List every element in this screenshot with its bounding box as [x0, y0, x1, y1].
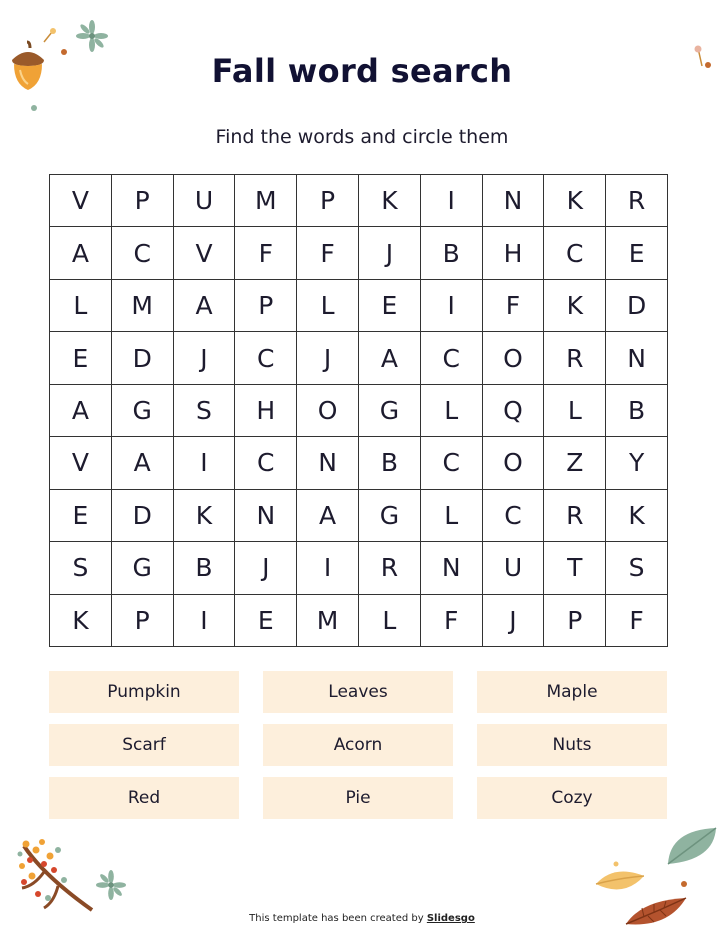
grid-cell: K [606, 490, 668, 542]
word-search-grid [49, 174, 668, 647]
grid-cell: K [544, 175, 606, 227]
dot-icon [30, 104, 38, 112]
grid-cell: E [235, 595, 297, 647]
grid-cell: Z [544, 437, 606, 489]
grid-cell: D [112, 332, 174, 384]
grid-cell: G [359, 490, 421, 542]
grid-cell: I [297, 542, 359, 594]
grid-cell: I [421, 280, 483, 332]
grid-cell: C [544, 227, 606, 279]
grid-cell: C [235, 332, 297, 384]
grid-cell: A [297, 490, 359, 542]
grid-cell: M [112, 280, 174, 332]
grid-cell: P [112, 175, 174, 227]
berry-branch-icon [14, 836, 98, 916]
grid-cell: E [606, 227, 668, 279]
grid-cell: R [544, 332, 606, 384]
grid-cell: B [606, 385, 668, 437]
grid-cell: J [235, 542, 297, 594]
word-list [49, 671, 667, 819]
grid-cell: J [174, 332, 236, 384]
grid-cell: H [483, 227, 545, 279]
word-item: Nuts [477, 724, 667, 766]
grid-cell: P [544, 595, 606, 647]
grid-cell: R [359, 542, 421, 594]
grid-cell: Y [606, 437, 668, 489]
word-item: Scarf [49, 724, 239, 766]
grid-cell: D [606, 280, 668, 332]
flower-icon [76, 20, 108, 52]
grid-cell: A [359, 332, 421, 384]
footer-credit [0, 913, 724, 924]
grid-cell: J [297, 332, 359, 384]
grid-cell: C [235, 437, 297, 489]
grid-cell: I [421, 175, 483, 227]
page-subtitle: Find the words and circle them [215, 126, 509, 148]
berry-icon [40, 26, 60, 46]
grid-cell: A [50, 385, 112, 437]
grid-cell: E [50, 490, 112, 542]
grid-cell: R [544, 490, 606, 542]
grid-cell: B [421, 227, 483, 279]
leaf-icon [624, 894, 688, 930]
word-item: Leaves [263, 671, 453, 713]
grid-cell: F [235, 227, 297, 279]
grid-cell: B [174, 542, 236, 594]
flower-icon [96, 870, 126, 900]
grid-cell: R [606, 175, 668, 227]
grid-cell: S [50, 542, 112, 594]
grid-cell: L [359, 595, 421, 647]
grid-cell: O [483, 332, 545, 384]
grid-cell: D [112, 490, 174, 542]
grid-cell: H [235, 385, 297, 437]
grid-cell: P [297, 175, 359, 227]
grid-cell: C [483, 490, 545, 542]
grid-cell: A [174, 280, 236, 332]
grid-cell: A [50, 227, 112, 279]
grid-cell: C [421, 332, 483, 384]
grid-cell: G [112, 542, 174, 594]
grid-cell: N [421, 542, 483, 594]
grid-cell: K [174, 490, 236, 542]
grid-cell: G [359, 385, 421, 437]
grid-cell: P [112, 595, 174, 647]
grid-cell: F [483, 280, 545, 332]
grid-cell: F [606, 595, 668, 647]
grid-cell: V [50, 175, 112, 227]
grid-cell: O [297, 385, 359, 437]
grid-cell: L [421, 490, 483, 542]
word-item: Pumpkin [49, 671, 239, 713]
grid-cell: F [297, 227, 359, 279]
page-title: Fall word search [211, 52, 513, 90]
grid-cell: Q [483, 385, 545, 437]
grid-cell: T [544, 542, 606, 594]
footer-brand-link[interactable]: Slidesgo [426, 913, 475, 924]
grid-cell: K [544, 280, 606, 332]
grid-cell: C [112, 227, 174, 279]
grid-cell: P [235, 280, 297, 332]
word-item: Maple [477, 671, 667, 713]
grid-cell: F [421, 595, 483, 647]
word-item: Acorn [263, 724, 453, 766]
grid-cell: J [359, 227, 421, 279]
grid-cell: V [50, 437, 112, 489]
grid-cell: G [112, 385, 174, 437]
grid-cell: U [483, 542, 545, 594]
grid-cell: E [359, 280, 421, 332]
leaf-icon [594, 864, 646, 896]
grid-cell: L [544, 385, 606, 437]
grid-cell: S [174, 385, 236, 437]
dot-icon [612, 860, 620, 868]
grid-cell: M [297, 595, 359, 647]
leaf-icon [664, 824, 720, 868]
grid-cell: N [483, 175, 545, 227]
grid-cell: K [50, 595, 112, 647]
word-item: Cozy [477, 777, 667, 819]
grid-cell: N [235, 490, 297, 542]
grid-cell: A [112, 437, 174, 489]
grid-cell: L [421, 385, 483, 437]
grid-cell: L [50, 280, 112, 332]
grid-cell: U [174, 175, 236, 227]
grid-cell: I [174, 595, 236, 647]
grid-cell: N [297, 437, 359, 489]
grid-cell: N [606, 332, 668, 384]
grid-cell: C [421, 437, 483, 489]
word-item: Red [49, 777, 239, 819]
word-item: Pie [263, 777, 453, 819]
grid-cell: S [606, 542, 668, 594]
grid-cell: O [483, 437, 545, 489]
grid-cell: K [359, 175, 421, 227]
grid-cell: M [235, 175, 297, 227]
grid-cell: B [359, 437, 421, 489]
dot-icon [680, 880, 688, 888]
grid-cell: I [174, 437, 236, 489]
grid-cell: J [483, 595, 545, 647]
grid-cell: L [297, 280, 359, 332]
grid-cell: E [50, 332, 112, 384]
grid-cell: V [174, 227, 236, 279]
footer-prefix: This template has been created by [249, 913, 424, 924]
